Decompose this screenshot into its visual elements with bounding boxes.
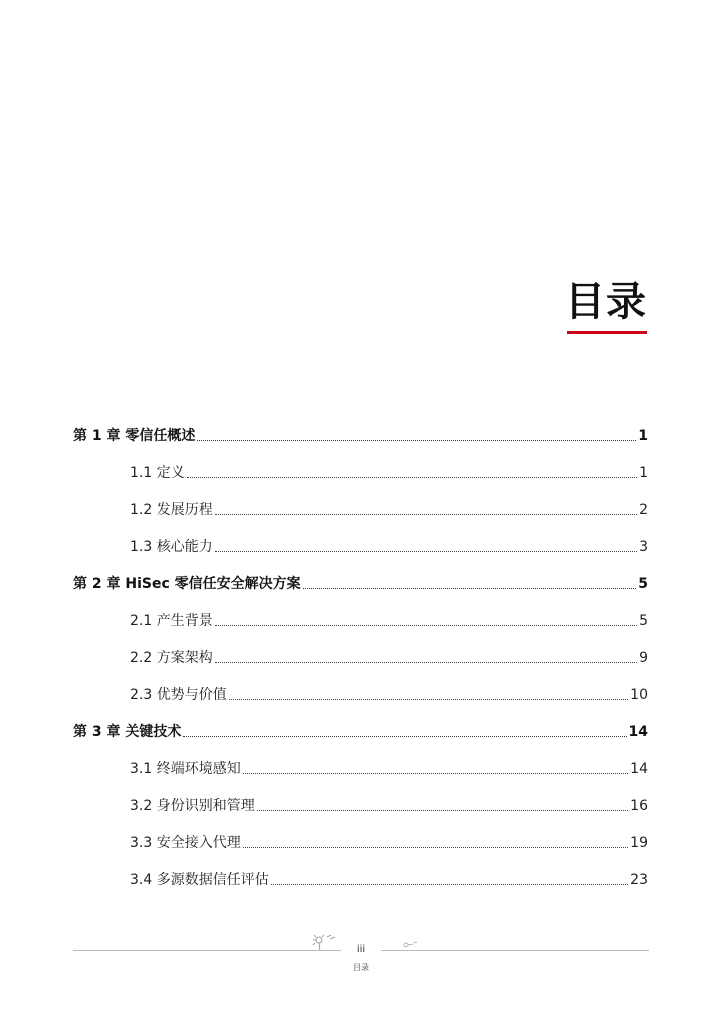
toc-section-entry[interactable] [130, 462, 648, 482]
toc-entry-label: 第 3 章 关键技术 [73, 724, 182, 740]
toc-leader-dots [215, 513, 637, 515]
toc-leader-dots [183, 735, 626, 737]
toc-entry-page: 14 [628, 724, 648, 740]
toc-entry-page: 16 [630, 798, 648, 814]
page-title: 目录 [565, 279, 647, 325]
toc-leader-dots [215, 550, 637, 552]
toc-entry-label: 3.4 多源数据信任评估 [130, 872, 269, 888]
dandelion-icon [311, 932, 337, 952]
toc-leader-dots [257, 809, 628, 811]
footer-page-number: iii [356, 944, 366, 955]
toc-entry-page: 5 [639, 613, 648, 629]
toc-entry-label: 1.3 核心能力 [130, 539, 213, 555]
toc-leader-dots [197, 439, 636, 441]
toc-entry-page: 19 [630, 835, 648, 851]
toc-entry-label: 3.3 安全接入代理 [130, 835, 241, 851]
footer-rule-left [73, 950, 341, 951]
toc-entry-label: 3.2 身份识别和管理 [130, 798, 255, 814]
toc-entry-label: 1.2 发展历程 [130, 502, 213, 518]
toc-entry-label: 2.1 产生背景 [130, 613, 213, 629]
toc-chapter-entry[interactable] [73, 721, 648, 741]
toc-leader-dots [243, 772, 628, 774]
toc-section-entry[interactable] [130, 499, 648, 519]
toc-leader-dots [215, 661, 637, 663]
toc-section-entry[interactable] [130, 832, 648, 852]
toc-leader-dots [229, 698, 628, 700]
toc-entry-page: 14 [630, 761, 648, 777]
footer-section-label: 目录 [353, 963, 369, 972]
toc-section-entry[interactable] [130, 610, 648, 630]
toc-entry-page: 9 [639, 650, 648, 666]
toc-entry-label: 第 2 章 HiSec 零信任安全解决方案 [73, 576, 301, 592]
toc-entry-page: 1 [638, 428, 648, 444]
toc-entry-page: 2 [639, 502, 648, 518]
toc-section-entry[interactable] [130, 647, 648, 667]
toc-section-entry[interactable] [130, 758, 648, 778]
toc-leader-dots [271, 883, 628, 885]
toc-entry-label: 2.2 方案架构 [130, 650, 213, 666]
toc-chapter-entry[interactable] [73, 573, 648, 593]
toc-section-entry[interactable] [130, 869, 648, 889]
toc-entry-label: 3.1 终端环境感知 [130, 761, 241, 777]
toc-section-entry[interactable] [130, 684, 648, 704]
toc-chapter-entry[interactable] [73, 425, 648, 445]
toc-entry-page: 3 [639, 539, 648, 555]
toc-leader-dots [243, 846, 628, 848]
toc-entry-page: 5 [638, 576, 648, 592]
toc-section-entry[interactable] [130, 795, 648, 815]
toc-entry-label: 1.1 定义 [130, 465, 185, 481]
toc-entry-page: 1 [639, 465, 648, 481]
toc-leader-dots [303, 587, 637, 589]
toc-entry-label: 第 1 章 零信任概述 [73, 428, 196, 444]
toc-leader-dots [187, 476, 637, 478]
toc-leader-dots [215, 624, 637, 626]
toc-entry-page: 23 [630, 872, 648, 888]
toc-section-entry[interactable] [130, 536, 648, 556]
toc-entry-label: 2.3 优势与价值 [130, 687, 227, 703]
toc-entry-page: 10 [630, 687, 648, 703]
footer-rule-right [381, 950, 649, 951]
